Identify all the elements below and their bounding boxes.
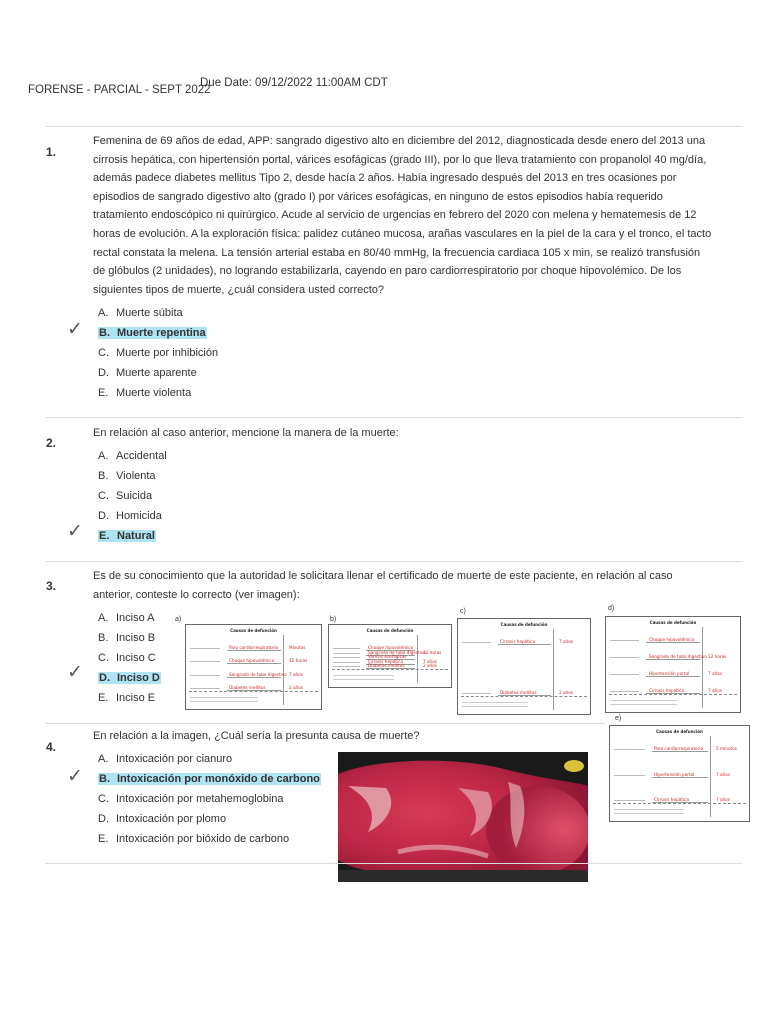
- certificate-text-placeholder: [614, 800, 645, 801]
- certificate-interval: 12 horas: [423, 650, 442, 655]
- option-letter: D.: [98, 367, 109, 379]
- certificate-column-divider: [702, 627, 703, 708]
- option-b-selected[interactable]: [98, 770, 321, 790]
- option-a[interactable]: [98, 304, 218, 324]
- option-letter: B.: [98, 470, 109, 482]
- certificate-column-divider: [553, 629, 554, 710]
- certificate-cause: Cirrosis hepática: [654, 797, 689, 802]
- certificate-label: c): [460, 608, 466, 615]
- death-certificate-thumbnail: [609, 725, 750, 822]
- option-b[interactable]: [98, 629, 161, 649]
- divider: [45, 723, 605, 724]
- option-b[interactable]: [98, 467, 167, 487]
- option-e-selected[interactable]: [98, 527, 167, 547]
- question-number: 3.: [46, 579, 57, 593]
- certificate-title: Causas de defunción: [656, 729, 703, 734]
- certificate-dashed-separator: [332, 669, 448, 670]
- certificate-column-divider: [417, 635, 418, 683]
- options-list-q3: [98, 609, 161, 709]
- certificate-footnote-line: [333, 679, 394, 680]
- certificate-interval: Minutos: [289, 645, 306, 650]
- certificate-text-placeholder: [190, 648, 220, 649]
- option-e[interactable]: [98, 384, 218, 404]
- certificate-footnote-line: [190, 701, 258, 702]
- due-date: Due Date: 09/12/2022 11:00AM CDT: [200, 77, 388, 89]
- certificate-title: Causas de defunción: [500, 622, 548, 627]
- certificate-cause: Cirrosis hepática: [649, 688, 684, 693]
- certificate-cause: Diabetes mellitus: [368, 663, 405, 668]
- certificate-text-placeholder: [333, 662, 360, 663]
- certificate-interval: 7 años: [559, 639, 573, 644]
- option-d[interactable]: [98, 507, 167, 527]
- option-d[interactable]: [98, 810, 321, 830]
- option-a[interactable]: [98, 609, 161, 629]
- options-list-q1: [98, 304, 218, 404]
- option-letter: C.: [98, 490, 109, 502]
- option-letter: D.: [98, 813, 109, 825]
- certificate-cause: Paro cardiorrespiratorio: [654, 746, 704, 751]
- certificate-interval: 2 años: [423, 663, 437, 668]
- certificate-dashed-separator: [609, 694, 737, 695]
- option-c[interactable]: [98, 344, 218, 364]
- death-certificate-thumbnail: [185, 624, 322, 710]
- certificate-line: [646, 659, 700, 660]
- certificate-dashed-separator: [189, 691, 318, 692]
- certificate-line: [227, 677, 281, 678]
- option-letter: E.: [99, 530, 110, 542]
- certificate-interval: 7 años: [716, 772, 730, 777]
- option-text: Inciso E: [116, 692, 156, 704]
- option-text: Intoxicación por bióxido de carbono: [116, 833, 290, 845]
- option-letter: A.: [98, 612, 109, 624]
- certificate-cause: Choque hipovolémico: [229, 658, 275, 663]
- certificate-cause: Sangrado de tubo digestivo: [368, 650, 426, 655]
- option-a[interactable]: [98, 447, 167, 467]
- option-e[interactable]: [98, 830, 321, 850]
- certificate-cause: Choque hipovolémico: [649, 637, 695, 642]
- certificate-interval: 5 minutos: [716, 746, 737, 751]
- question-text: Es de su conocimiento que la autoridad le solicitara llenar el certificado de muerte de este paciente, en relación al caso anterior, conteste lo correcto (ver imagen):: [93, 570, 673, 601]
- question-text: En relación a la imagen, ¿Cuál sería la presunta causa de muerte?: [93, 730, 420, 742]
- certificate-line: [498, 644, 551, 645]
- certificate-text-placeholder: [610, 691, 639, 692]
- certificate-label: d): [608, 605, 615, 612]
- certificate-line: [652, 751, 708, 752]
- option-letter: A.: [98, 450, 109, 462]
- certificate-cause: Cirrosis hepática: [500, 639, 535, 644]
- certificate-footnote-line: [614, 813, 684, 814]
- option-text: Intoxicación por plomo: [116, 813, 227, 825]
- option-text: Intoxicación por cianuro: [116, 753, 233, 765]
- certificate-label: e): [615, 715, 622, 722]
- option-c[interactable]: [98, 790, 321, 810]
- checkmark-icon: ✓: [67, 765, 83, 787]
- certificate-cause: Sangrado de tubo digestivo: [229, 672, 287, 677]
- certificate-interval: 7 años: [716, 797, 730, 802]
- certificate-interval: 2 años: [289, 685, 303, 690]
- option-d-selected[interactable]: [98, 669, 161, 689]
- certificate-cause: Choque hipovolémico: [368, 645, 414, 650]
- option-letter: C.: [98, 652, 109, 664]
- certificate-column-divider: [283, 635, 284, 705]
- checkmark-icon: ✓: [67, 318, 83, 340]
- option-text: Muerte violenta: [116, 387, 192, 399]
- certificate-footnote-line: [333, 675, 394, 676]
- option-d[interactable]: [98, 364, 218, 384]
- option-text: Natural: [117, 530, 155, 542]
- certificate-interval: 7 años: [423, 659, 437, 664]
- certificate-text-placeholder: [610, 674, 639, 675]
- certificate-title: Causas de defunción: [230, 628, 277, 633]
- certificate-line: [227, 663, 281, 664]
- certificate-label: a): [175, 616, 182, 623]
- certificate-footnote-line: [614, 809, 684, 810]
- checkmark-icon: ✓: [67, 520, 83, 542]
- option-text: Inciso B: [116, 632, 156, 644]
- certificate-footnote-line: [462, 702, 528, 703]
- option-c[interactable]: [98, 649, 161, 669]
- certificate-cause: Sangrado de tubo digestivo: [649, 654, 707, 659]
- certificate-footnote-line: [610, 700, 677, 701]
- option-text: Muerte aparente: [116, 367, 197, 379]
- divider: [45, 863, 742, 864]
- certificate-interval: 2 años: [559, 690, 573, 695]
- question-number: 4.: [46, 740, 57, 754]
- divider: [45, 126, 742, 127]
- certificate-text-placeholder: [190, 675, 220, 676]
- divider: [45, 417, 742, 418]
- option-letter: E.: [98, 833, 109, 845]
- option-letter: B.: [98, 632, 109, 644]
- option-b-selected[interactable]: [98, 324, 218, 344]
- option-text: Suicida: [116, 490, 153, 502]
- option-text: Violenta: [116, 470, 156, 482]
- certificate-footnote-line: [610, 704, 677, 705]
- option-text: Muerte súbita: [116, 307, 183, 319]
- option-letter: A.: [98, 753, 109, 765]
- certificate-text-placeholder: [333, 666, 360, 667]
- certificate-line: [652, 777, 708, 778]
- option-c[interactable]: [98, 487, 167, 507]
- certificate-title: Causas de defunción: [366, 628, 414, 633]
- options-list-q4: [98, 750, 321, 850]
- divider: [45, 561, 742, 562]
- certificate-column-divider: [710, 736, 711, 817]
- certificate-text-placeholder: [333, 653, 360, 654]
- option-letter: C.: [98, 793, 109, 805]
- question-text: Femenina de 69 años de edad, APP: sangrado digestivo alto en diciembre del 2012, diagnosticada desde enero del 2013 una cirrosis hepática, con hipertensión portal, várices esofágicas (grado III), por lo que lleva tratamiento con propanolol 40 mg/día, además padece diabetes mellitus Tipo 2, desde hacía 2 años. Había ingresado después del 2013 en tres ocasiones por episodios de sangrado digestivo alto (grado I) por várices esofágicas, en ninguno de estos episodios había requerido tratamiento endoscópico ni quirúrgico. Acude al servicio de urgencias en febrero del 2020 con melena y hematemesis de 12 horas de evolución. A la exploración física: palidez cutáneo mucosa, arañas vasculares en la piel de la cara y el tronco, el tacto rectal constata la melena. La tensión arterial estaba en 80/40 mmHg, la frecuencia cardiaca 105 x min, se realizó transfusión de glóbulos (2 unidades), no logrando estabilizarla, cayendo en paro cardiorrespiratorio por choque hipovolémico. De los siguientes tipos de muerte, ¿cuál considera usted correcto?: [93, 135, 712, 296]
- certificate-cause: Cirrosis hepática: [368, 659, 403, 664]
- certificate-text-placeholder: [462, 642, 491, 643]
- certificate-dashed-separator: [461, 696, 587, 697]
- death-certificate-thumbnail: [457, 618, 591, 715]
- option-text: Muerte repentina: [117, 327, 206, 339]
- certificate-text-placeholder: [610, 657, 639, 658]
- option-letter: A.: [98, 307, 109, 319]
- option-text: Inciso D: [117, 672, 160, 684]
- option-text: Inciso A: [116, 612, 155, 624]
- certificate-cause: Paro cardiorrespiratorio: [229, 645, 279, 650]
- certificate-text-placeholder: [190, 688, 220, 689]
- certificate-title: Causas de defunción: [649, 620, 697, 625]
- certificate-cause: Diabetes mellitus: [500, 690, 537, 695]
- option-letter: D.: [98, 510, 109, 522]
- death-certificate-thumbnail: [605, 616, 741, 713]
- certificate-label: b): [330, 616, 337, 623]
- option-letter: E.: [98, 692, 109, 704]
- certificate-text-placeholder: [333, 648, 360, 649]
- certificate-footnote-line: [190, 697, 258, 698]
- option-text: Accidental: [116, 450, 167, 462]
- option-letter: C.: [98, 347, 109, 359]
- question-text: En relación al caso anterior, mencione la manera de la muerte:: [93, 427, 399, 439]
- death-certificate-thumbnail: [328, 624, 452, 688]
- options-list-q2: [98, 447, 167, 547]
- certificate-line: [646, 642, 700, 643]
- certificate-footnote-line: [462, 706, 528, 707]
- certificate-dashed-separator: [613, 803, 746, 804]
- certificate-cause: Hipertensión portal: [654, 772, 695, 777]
- certificate-interval: 7 años: [708, 671, 722, 676]
- option-letter: E.: [98, 387, 109, 399]
- exam-title: FORENSE - PARCIAL - SEPT 2022: [28, 84, 211, 96]
- certificate-cause: Hipertensión portal: [649, 671, 690, 676]
- option-text: Intoxicación por monóxido de carbono: [117, 773, 320, 785]
- question-number: 1.: [46, 145, 57, 159]
- certificate-text-placeholder: [610, 640, 639, 641]
- certificate-text-placeholder: [333, 657, 360, 658]
- option-text: Intoxicación por metahemoglobina: [116, 793, 284, 805]
- option-text: Muerte por inhibición: [116, 347, 219, 359]
- certificate-cause: Várices esofágicas: [368, 654, 407, 659]
- certificate-interval: 12 horas: [708, 654, 727, 659]
- certificate-interval: 7 años: [289, 672, 303, 677]
- certificate-text-placeholder: [462, 693, 491, 694]
- certificate-interval: 12 horas: [289, 658, 308, 663]
- option-letter: B.: [99, 773, 110, 785]
- certificate-line: [227, 650, 281, 651]
- option-text: Inciso C: [116, 652, 156, 664]
- question-number: 2.: [46, 436, 57, 450]
- option-letter: D.: [99, 672, 110, 684]
- certificate-line: [646, 676, 700, 677]
- option-letter: B.: [99, 327, 110, 339]
- checkmark-icon: ✓: [67, 661, 83, 683]
- certificate-cause: Diabetes mellitus: [229, 685, 266, 690]
- option-a[interactable]: [98, 750, 321, 770]
- option-e[interactable]: [98, 689, 161, 709]
- certificate-text-placeholder: [614, 749, 645, 750]
- certificate-text-placeholder: [190, 661, 220, 662]
- certificate-text-placeholder: [614, 775, 645, 776]
- certificate-interval: 7 años: [708, 688, 722, 693]
- option-text: Homicida: [116, 510, 162, 522]
